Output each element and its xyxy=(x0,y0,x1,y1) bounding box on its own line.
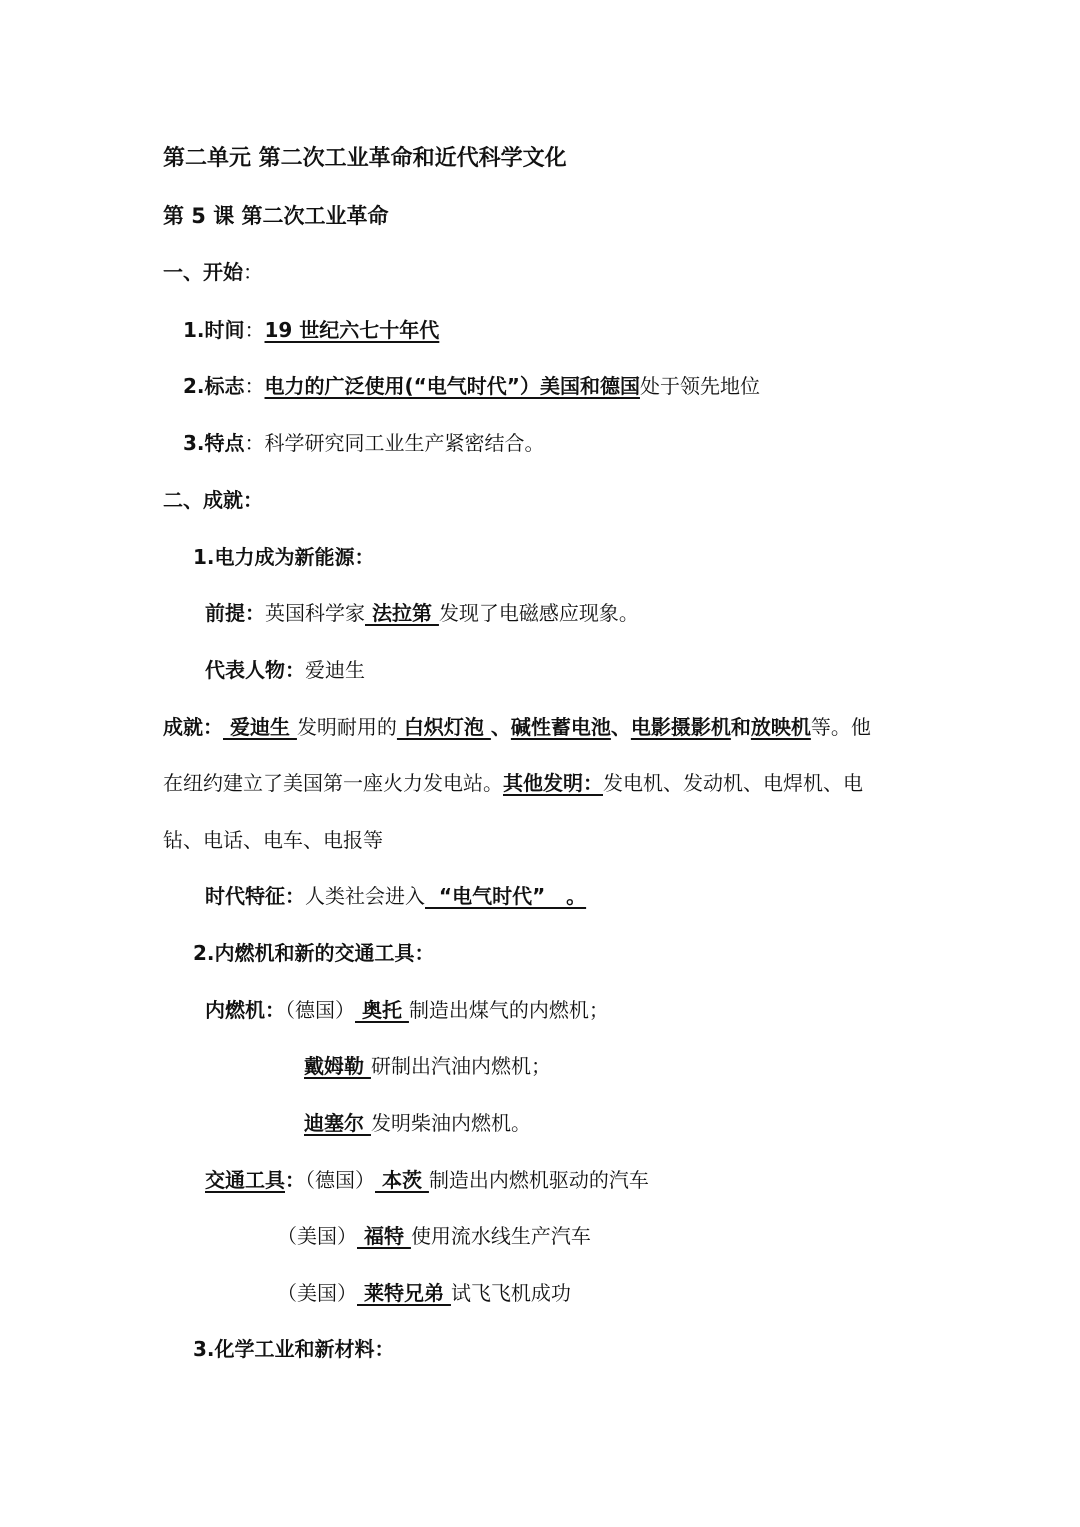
other-inventions-label: 其他发明： xyxy=(503,771,603,795)
lesson-title: 第 5 课 第二次工业革命 xyxy=(163,204,389,228)
invention-camera: 电影摄影机 xyxy=(630,715,731,739)
era-value: “电气时代” 。 xyxy=(425,884,587,908)
representative-row xyxy=(0,656,1080,684)
chemistry-heading: 3.化学工业和新材料： xyxy=(193,1337,395,1361)
ice-row-2 xyxy=(0,1052,1080,1080)
feature-row xyxy=(0,429,1080,457)
ice-text: 发明柴油内燃机。 xyxy=(370,1111,531,1135)
premise-text-end: 发现了电磁感应现象。 xyxy=(438,601,639,625)
traffic-text: 使用流水线生产汽车 xyxy=(410,1224,591,1248)
inventor-otto: 奥托 xyxy=(355,998,409,1022)
engine-heading: 2.内燃机和新的交通工具： xyxy=(193,941,435,965)
time-row xyxy=(0,316,1080,344)
traffic-text: 试飞飞机成功 xyxy=(450,1281,571,1305)
achievement-line-1 xyxy=(0,713,1080,741)
achievement-text-end: 等。他 xyxy=(810,715,871,739)
feature-label: 3.特点 xyxy=(183,431,245,455)
achievement-name: 爱迪生 xyxy=(223,715,297,739)
section-achievements-heading: 二、成就： xyxy=(163,488,263,512)
achievement-line-3: 钻、电话、电车、电报等 xyxy=(163,828,383,852)
invention-projector: 放映机 xyxy=(750,715,811,739)
achievement-text: 发明耐用的 xyxy=(296,715,397,739)
sign-label: 2.标志 xyxy=(183,374,245,398)
achievement-label: 成就： xyxy=(163,715,223,739)
era-row xyxy=(0,882,1080,910)
country: （美国） xyxy=(277,1281,357,1305)
invention-bulb: 白炽灯泡 xyxy=(396,715,491,739)
country: （德国） xyxy=(305,1168,375,1192)
ice-row-3 xyxy=(0,1109,1080,1137)
country: （德国） xyxy=(285,998,355,1022)
ice-label: 内燃机： xyxy=(205,998,285,1022)
ice-row-1 xyxy=(0,996,1080,1024)
colon: ： xyxy=(244,318,265,342)
inventor-wright-brothers: 莱特兄弟 xyxy=(357,1281,451,1305)
inventor-ford: 福特 xyxy=(357,1224,411,1248)
premise-text: 英国科学家 xyxy=(265,601,365,625)
section-heading: 一、开始 xyxy=(163,260,243,284)
colon: ： xyxy=(244,431,265,455)
inventor-diesel: 迪塞尔 xyxy=(304,1111,371,1135)
time-label: 1.时间 xyxy=(183,318,245,342)
sign-row xyxy=(0,372,1080,400)
traffic-row-1 xyxy=(0,1166,1080,1194)
ice-text: 研制出汽油内燃机； xyxy=(370,1054,551,1078)
colon: ： xyxy=(244,374,265,398)
inventor-daimler: 戴姆勒 xyxy=(304,1054,371,1078)
traffic-label: 交通工具 xyxy=(205,1168,285,1192)
representative-value: 爱迪生 xyxy=(305,658,365,682)
country: （美国） xyxy=(277,1224,357,1248)
other-inventions-text: 发电机、发动机、电焊机、电 xyxy=(603,771,863,795)
section-start-heading xyxy=(0,258,1080,286)
colon: ： xyxy=(285,1168,305,1192)
sign-tail: 处于领先地位 xyxy=(639,374,760,398)
conjunction: 和 xyxy=(730,715,751,739)
premise-name: 法拉第 xyxy=(365,601,439,625)
traffic-row-2 xyxy=(0,1222,1080,1250)
invention-battery: 碱性蓄电池 xyxy=(510,715,611,739)
separator: 、 xyxy=(610,715,631,739)
power-station-text: 在纽约建立了美国第一座火力发电站。 xyxy=(163,771,503,795)
ice-text: 制造出煤气的内燃机； xyxy=(408,998,609,1022)
time-value: 19 世纪六七十年代 xyxy=(264,318,440,342)
achievement-line-2 xyxy=(0,769,1080,797)
era-text: 人类社会进入 xyxy=(305,884,425,908)
colon: ： xyxy=(243,260,263,284)
feature-value: 科学研究同工业生产紧密结合。 xyxy=(264,431,545,455)
electricity-heading: 1.电力成为新能源： xyxy=(193,545,375,569)
unit-title: 第二单元 第二次工业革命和近代科学文化 xyxy=(163,146,567,171)
sign-value: 电力的广泛使用(“电气时代”）美国和德国 xyxy=(264,374,640,398)
era-label: 时代特征： xyxy=(205,884,305,908)
premise-row xyxy=(0,599,1080,627)
separator: 、 xyxy=(490,715,511,739)
representative-label: 代表人物： xyxy=(205,658,305,682)
traffic-text: 制造出内燃机驱动的汽车 xyxy=(428,1168,649,1192)
inventor-benz: 本茨 xyxy=(375,1168,429,1192)
traffic-row-3 xyxy=(0,1279,1080,1307)
premise-label: 前提： xyxy=(205,601,265,625)
